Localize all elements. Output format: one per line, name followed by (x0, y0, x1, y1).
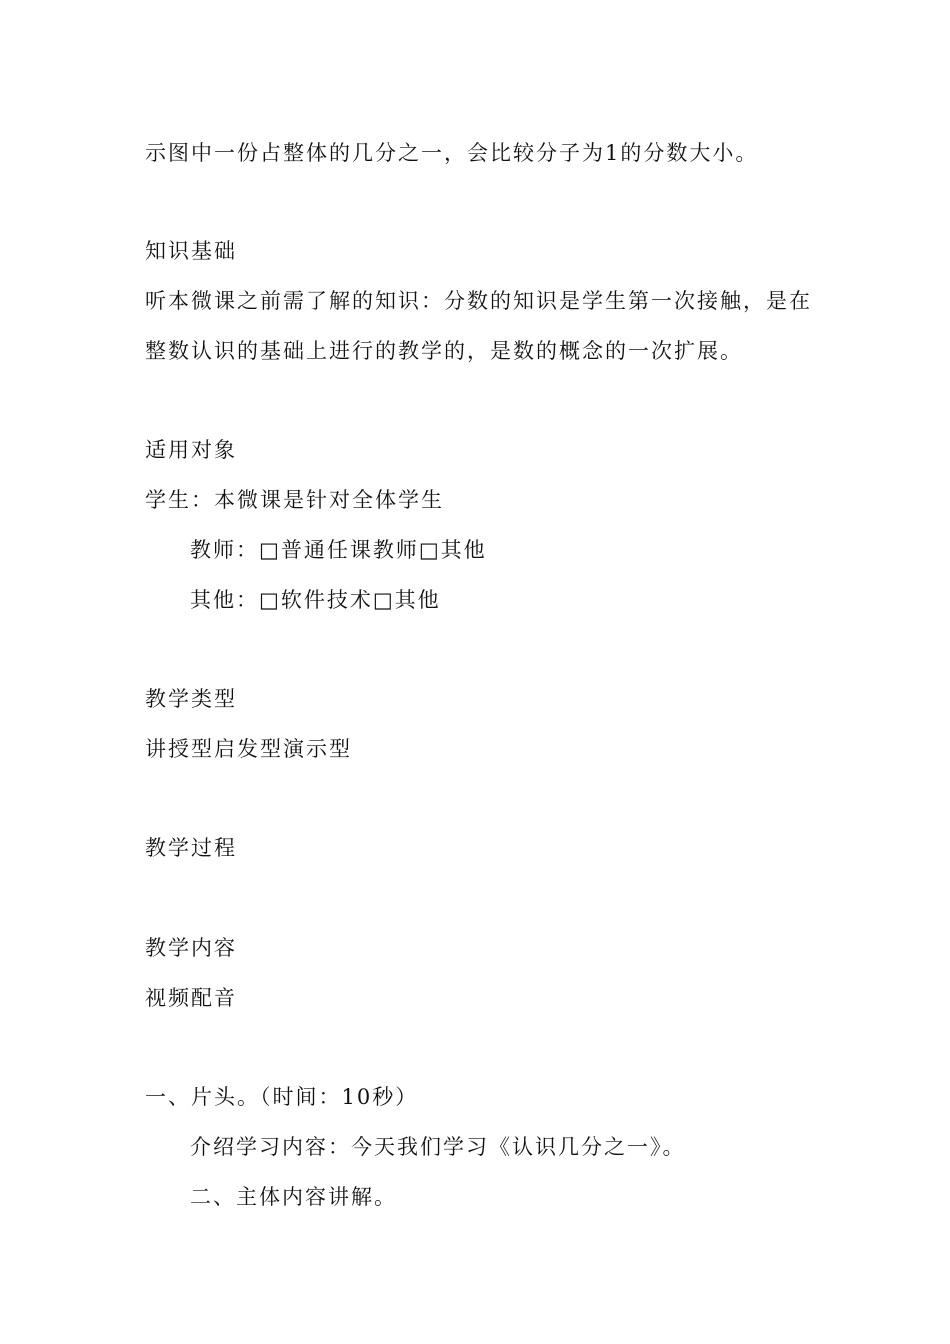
objective-continuation: 示图中一份占整体的几分之一，会比较分子为1的分数大小。 (145, 141, 759, 165)
section-heading-teaching-process: 教学过程 (145, 836, 237, 860)
knowledge-basis-text-line-1: 听本微课之前需了解的知识：分数的知识是学生第一次接触，是在 (145, 289, 812, 313)
audience-others: 其他：□软件技术□其他 (190, 588, 441, 612)
opening-content-intro: 介绍学习内容：今天我们学习《认识几分之一》。 (190, 1135, 686, 1159)
section-heading-teaching-content: 教学内容 (145, 936, 237, 960)
audience-teachers: 教师：□普通任课教师□其他 (190, 538, 487, 562)
section-heading-target-audience: 适用对象 (145, 438, 237, 462)
part-two-main-content: 二、主体内容讲解。 (190, 1185, 397, 1209)
section-heading-knowledge-basis: 知识基础 (145, 239, 237, 263)
video-voiceover-label: 视频配音 (145, 986, 237, 1010)
section-heading-teaching-type: 教学类型 (145, 687, 237, 711)
knowledge-basis-text-line-2: 整数认识的基础上进行的教学的，是数的概念的一次扩展。 (145, 339, 743, 363)
part-one-opening: 一、片头。（时间：10秒） (145, 1085, 419, 1109)
teaching-type-values: 讲授型启发型演示型 (145, 737, 352, 761)
audience-students: 学生：本微课是针对全体学生 (145, 488, 444, 512)
